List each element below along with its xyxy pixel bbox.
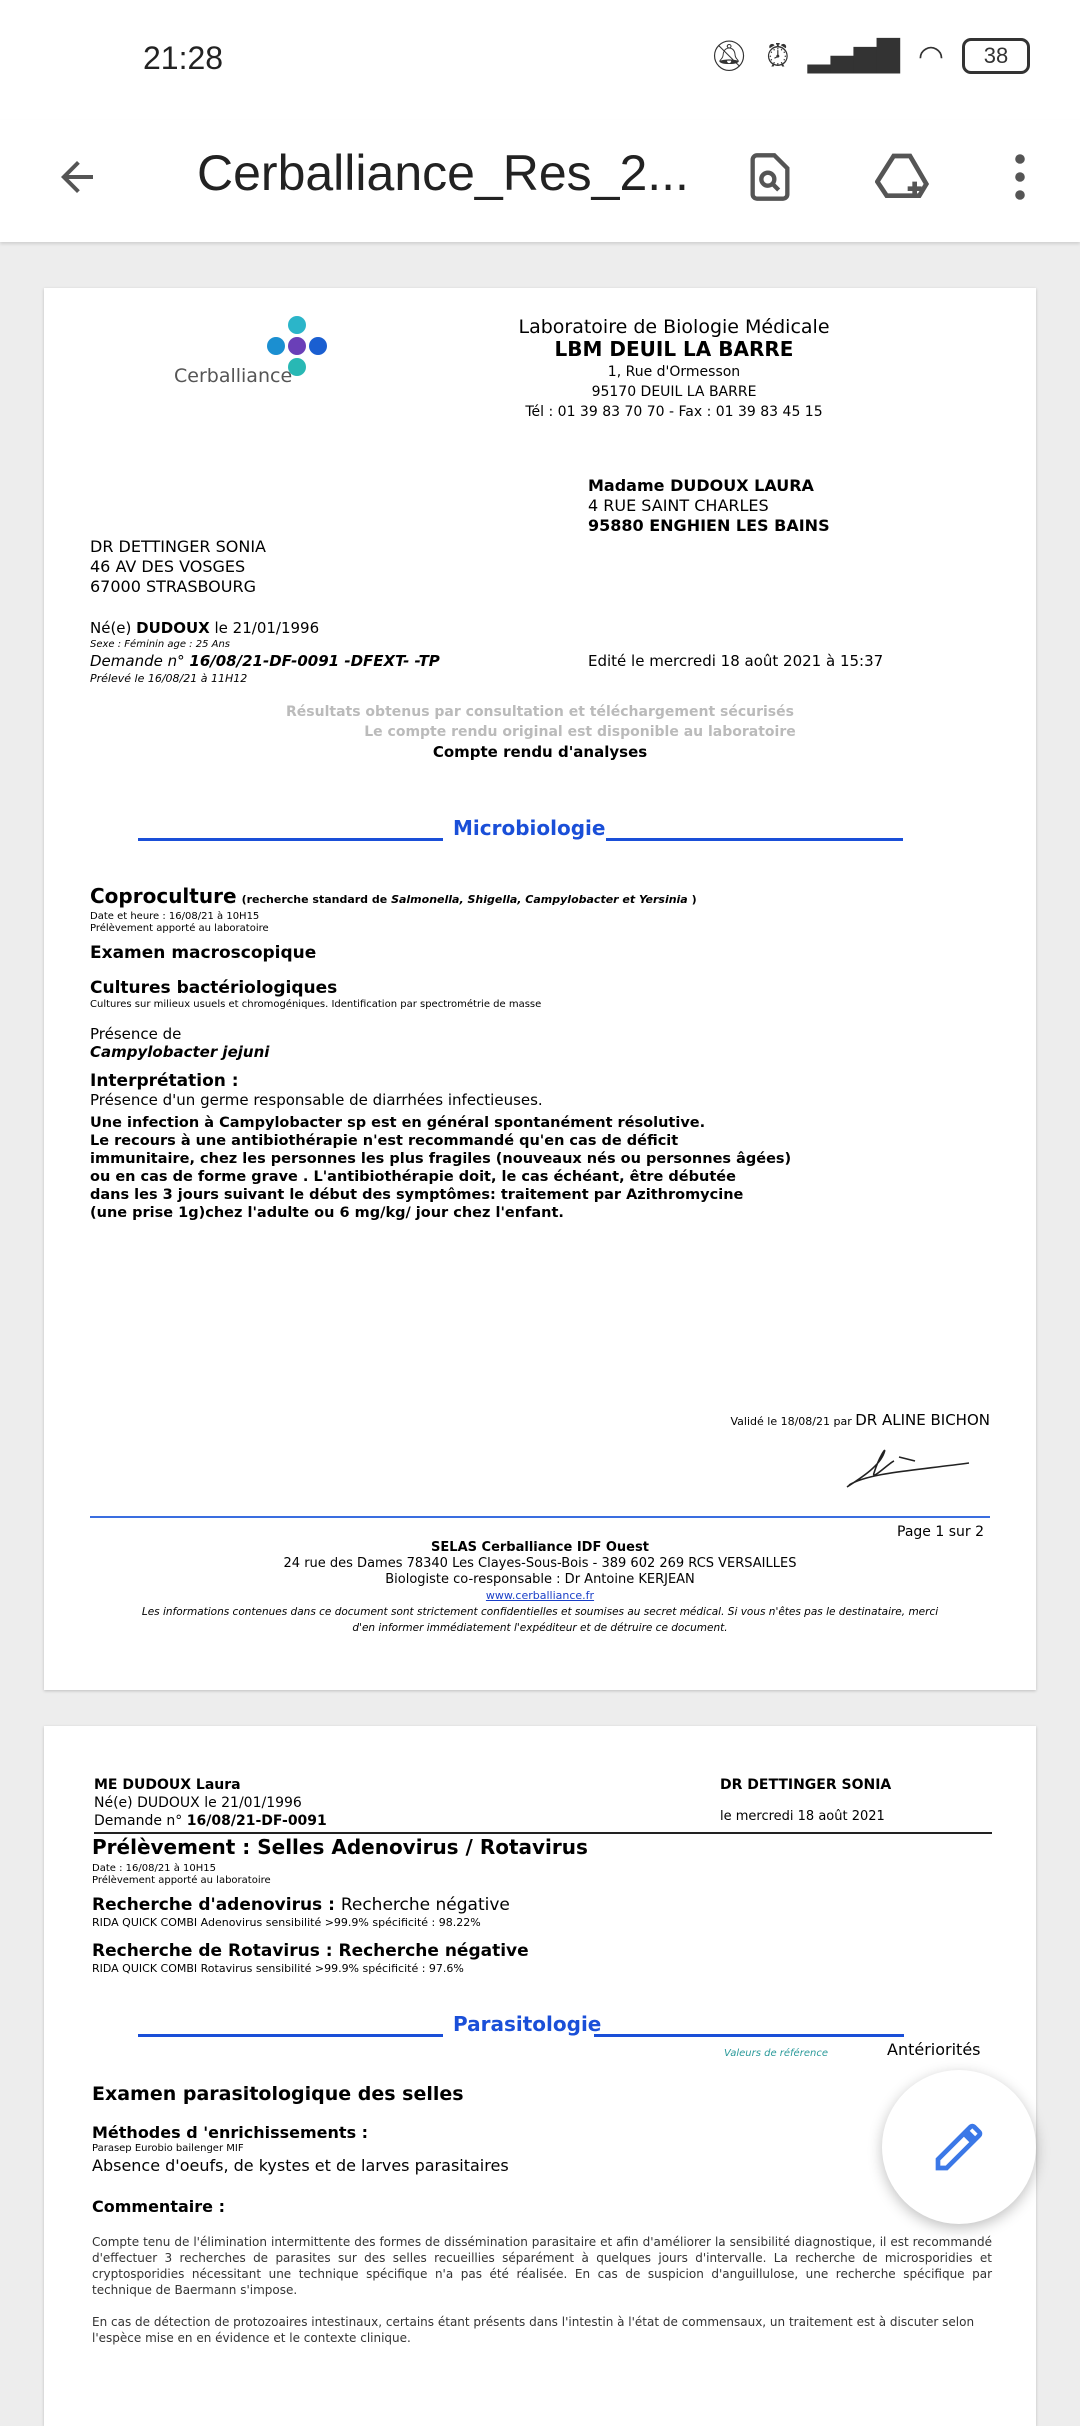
sampled-date: Prélevé le 16/08/21 à 11H12: [90, 672, 248, 685]
clock: 21:28: [143, 40, 224, 76]
birth-date: le 21/01/1996: [209, 619, 320, 637]
find-in-page-icon[interactable]: [735, 142, 805, 212]
demande-line: [94, 1811, 327, 1831]
methods-heading: Méthodes d 'enrichissements :: [92, 2123, 369, 2142]
birth-line: [90, 618, 319, 638]
demande-prefix: Demande n°: [94, 1813, 187, 1829]
lab-city: 95170 DEUIL LA BARRE: [591, 384, 757, 400]
history-header: Antériorités: [887, 2040, 981, 2059]
reference-values-header: Valeurs de référence: [724, 2048, 828, 2059]
methods-result: Absence d'oeufs, de kystes et de larves parasitaires: [92, 2156, 509, 2175]
edited-date: Edité le mercredi 18 août 2021 à 15:37: [588, 652, 884, 670]
confidentiality-line1: Les informations contenues dans ce document sont strictement confidentielles et soumises au secret médical. Si vous n'êtes pas le destinataire, merci: [141, 1606, 939, 1618]
more-vert-icon[interactable]: [985, 142, 1055, 212]
doctor-city: 67000 STRASBOURG: [90, 577, 256, 596]
sample-date: Date : 16/08/21 à 10H15: [92, 1863, 216, 1874]
section-title: Microbiologie: [453, 816, 606, 840]
edit-pencil-icon: [931, 2119, 987, 2175]
add-to-drive-icon[interactable]: [868, 142, 938, 212]
doctor-street: 46 AV DES VOSGES: [90, 557, 246, 576]
report-title: Compte rendu d'analyses: [432, 743, 648, 761]
section-title: Parasitologie: [453, 2012, 602, 2036]
validated-prefix: Validé le 18/08/21 par: [730, 1415, 856, 1428]
parasitology-exam-title: Examen parasitologique des selles: [92, 2083, 464, 2105]
mute-icon: 🔕︎: [710, 38, 749, 74]
lab-phone: Tél : 01 39 83 70 70 - Fax : 01 39 83 45 15: [525, 404, 823, 420]
battery-icon: 38: [962, 38, 1030, 74]
demande-number: 16/08/21-DF-0091: [186, 1813, 327, 1829]
document-title: Cerballiance_Res_2...: [197, 145, 689, 201]
interp-line: ou en cas de forme grave . L'antibiothérapie doit, le cas échéant, être débutée: [90, 1169, 736, 1185]
signature: [839, 1443, 979, 1493]
pdf-page-1: [44, 288, 1036, 1690]
lab-name: Laboratoire de Biologie Médicale: [518, 316, 830, 338]
lab-site: LBM DEUIL LA BARRE: [554, 337, 794, 361]
interp-line: dans les 3 jours suivant le début des symptômes: traitement par Azithromycine: [90, 1187, 744, 1203]
comment-paragraph-2: En cas de détection de protozoaires intestinaux, certains étant présents dans l'intestin à l'état de commensaux, un traitement est à discuter selon l'espèce mise en en évidence et le contexte clinique.: [92, 2315, 975, 2345]
birth-prefix: Né(e): [90, 619, 137, 637]
interpretation-heading: Interprétation :: [90, 1071, 239, 1091]
report-date: le mercredi 18 août 2021: [720, 1809, 885, 1824]
patient-city: 95880 ENGHIEN LES BAINS: [588, 516, 830, 535]
sample-apport: Prélèvement apporté au laboratoire: [92, 1875, 271, 1886]
coproculture-title: Coproculture: [90, 884, 237, 908]
interp-line: (une prise 1g)chez l'adulte ou 6 mg/kg/ jour chez l'enfant.: [90, 1205, 564, 1221]
adenovirus-result: [92, 1894, 510, 1916]
footer-company: SELAS Cerballiance IDF Ouest: [431, 1540, 649, 1555]
footer-address: 24 rue des Dames 78340 Les Clayes-Sous-Bois - 389 602 269 RCS VERSAILLES: [283, 1556, 797, 1571]
adenovirus-label: Recherche d'adenovirus :: [92, 1895, 341, 1915]
interp-line: immunitaire, chez les personnes les plus fragiles (nouveaux nés ou personnes âgées): [90, 1151, 792, 1167]
validated-by: DR ALINE BICHON: [855, 1411, 990, 1429]
section-microbiologie: [138, 818, 948, 844]
footer-link[interactable]: www.cerballiance.fr: [485, 1589, 595, 1602]
validation: [731, 1410, 990, 1432]
lab-street: 1, Rue d'Ormesson: [607, 364, 741, 380]
interpretation-text: Présence d'un germe responsable de diarrhées infectieuses.: [90, 1091, 543, 1109]
comment-heading: Commentaire :: [92, 2197, 225, 2216]
doctor-name: DR DETTINGER SONIA: [720, 1777, 892, 1793]
sex-age: Sexe : Féminin age : 25 Ans: [90, 639, 230, 650]
logo-text: Cerballiance: [174, 365, 293, 387]
section-parasitologie: [138, 2014, 948, 2040]
confidentiality-line2: d'en informer immédiatement l'expéditeur et de détruire ce document.: [352, 1622, 728, 1634]
copro-species: Salmonella, Shigella, Campylobacter et Yersinia: [391, 893, 688, 906]
adenovirus-value: Recherche négative: [340, 1895, 510, 1915]
presence-label: Présence de: [90, 1025, 182, 1043]
status-bar: [0, 0, 1080, 120]
adenovirus-method: RIDA QUICK COMBI Adenovirus sensibilité >99.9% spécificité : 98.22%: [92, 1916, 481, 1929]
patient-name: Madame DUDOUX LAURA: [588, 476, 814, 495]
arrow-back-icon[interactable]: [42, 142, 112, 212]
doctor-name: DR DETTINGER SONIA: [90, 537, 266, 556]
demande-number: 16/08/21-DF-0091 -DFEXT- -TP: [189, 652, 440, 670]
comment-paragraph-1: Compte tenu de l'élimination intermittente des formes de dissémination parasitaire et afin d'améliorer la sensibilité diagnostique, il est recommandé d'effectuer 3 recherches de parasites sur des selles recueillies séparément à quelques jours d'intervalle. La recherche de microsporidies et cryptosporidies nécessitant une technique spécifique n'a pas été réalisée. En cas de suspicion d'anguillulose, une recherche spécifique par technique de Baermann s'impose.: [92, 2235, 992, 2297]
footer-divider: [90, 1516, 990, 1518]
copro-apport: Prélèvement apporté au laboratoire: [90, 923, 269, 934]
macroscopic-heading: Examen macroscopique: [90, 943, 317, 963]
patient-name: ME DUDOUX Laura: [94, 1777, 241, 1793]
demande-prefix: Demande n°: [90, 652, 190, 670]
page-number: Page 1 sur 2: [897, 1524, 984, 1540]
app-bar: [0, 120, 1080, 242]
signal-icon: ▂▄▆█: [807, 38, 900, 74]
interpretation-bold: [90, 1114, 791, 1222]
interp-line: Une infection à Campylobacter sp est en général spontanément résolutive.: [90, 1115, 706, 1131]
cultures-method: Cultures sur milieux usuels et chromogéniques. Identification par spectrométrie de masse: [90, 999, 542, 1010]
edit-button[interactable]: [882, 2070, 1036, 2224]
methods-name: Parasep Eurobio bailenger MIF: [92, 2143, 244, 2154]
birth-line: Né(e) DUDOUX le 21/01/1996: [94, 1795, 302, 1811]
patient-street: 4 RUE SAINT CHARLES: [588, 496, 769, 515]
coproculture-heading: [90, 886, 697, 910]
pdf-page-2: [44, 1726, 1036, 2426]
germ-identified: Campylobacter jejuni: [90, 1043, 270, 1061]
alarm-icon: ⏰︎: [766, 38, 790, 74]
copro-sub: (recherche standard de: [241, 893, 392, 906]
copro-sub-end: ): [687, 893, 697, 906]
wifi-icon: ◠: [917, 38, 944, 74]
rotavirus-result: Recherche de Rotavirus : Recherche négative: [92, 1941, 529, 1961]
original-notice: Le compte rendu original est disponible au laboratoire: [364, 724, 796, 740]
sample-title: Prélèvement : Selles Adenovirus / Rotavirus: [92, 1835, 588, 1859]
footer-biologist: Biologiste co-responsable : Dr Antoine KERJEAN: [385, 1572, 695, 1587]
birth-name: DUDOUX: [136, 619, 210, 637]
interp-line: Le recours à une antibiothérapie n'est recommandé qu'en cas de déficit: [90, 1133, 679, 1149]
cultures-heading: Cultures bactériologiques: [90, 978, 338, 998]
demande-line: [90, 651, 440, 671]
secure-notice: Résultats obtenus par consultation et téléchargement sécurisés: [286, 704, 794, 720]
rotavirus-method: RIDA QUICK COMBI Rotavirus sensibilité >99.9% spécificité : 97.6%: [92, 1962, 464, 1975]
copro-date: Date et heure : 16/08/21 à 10H15: [90, 911, 260, 922]
